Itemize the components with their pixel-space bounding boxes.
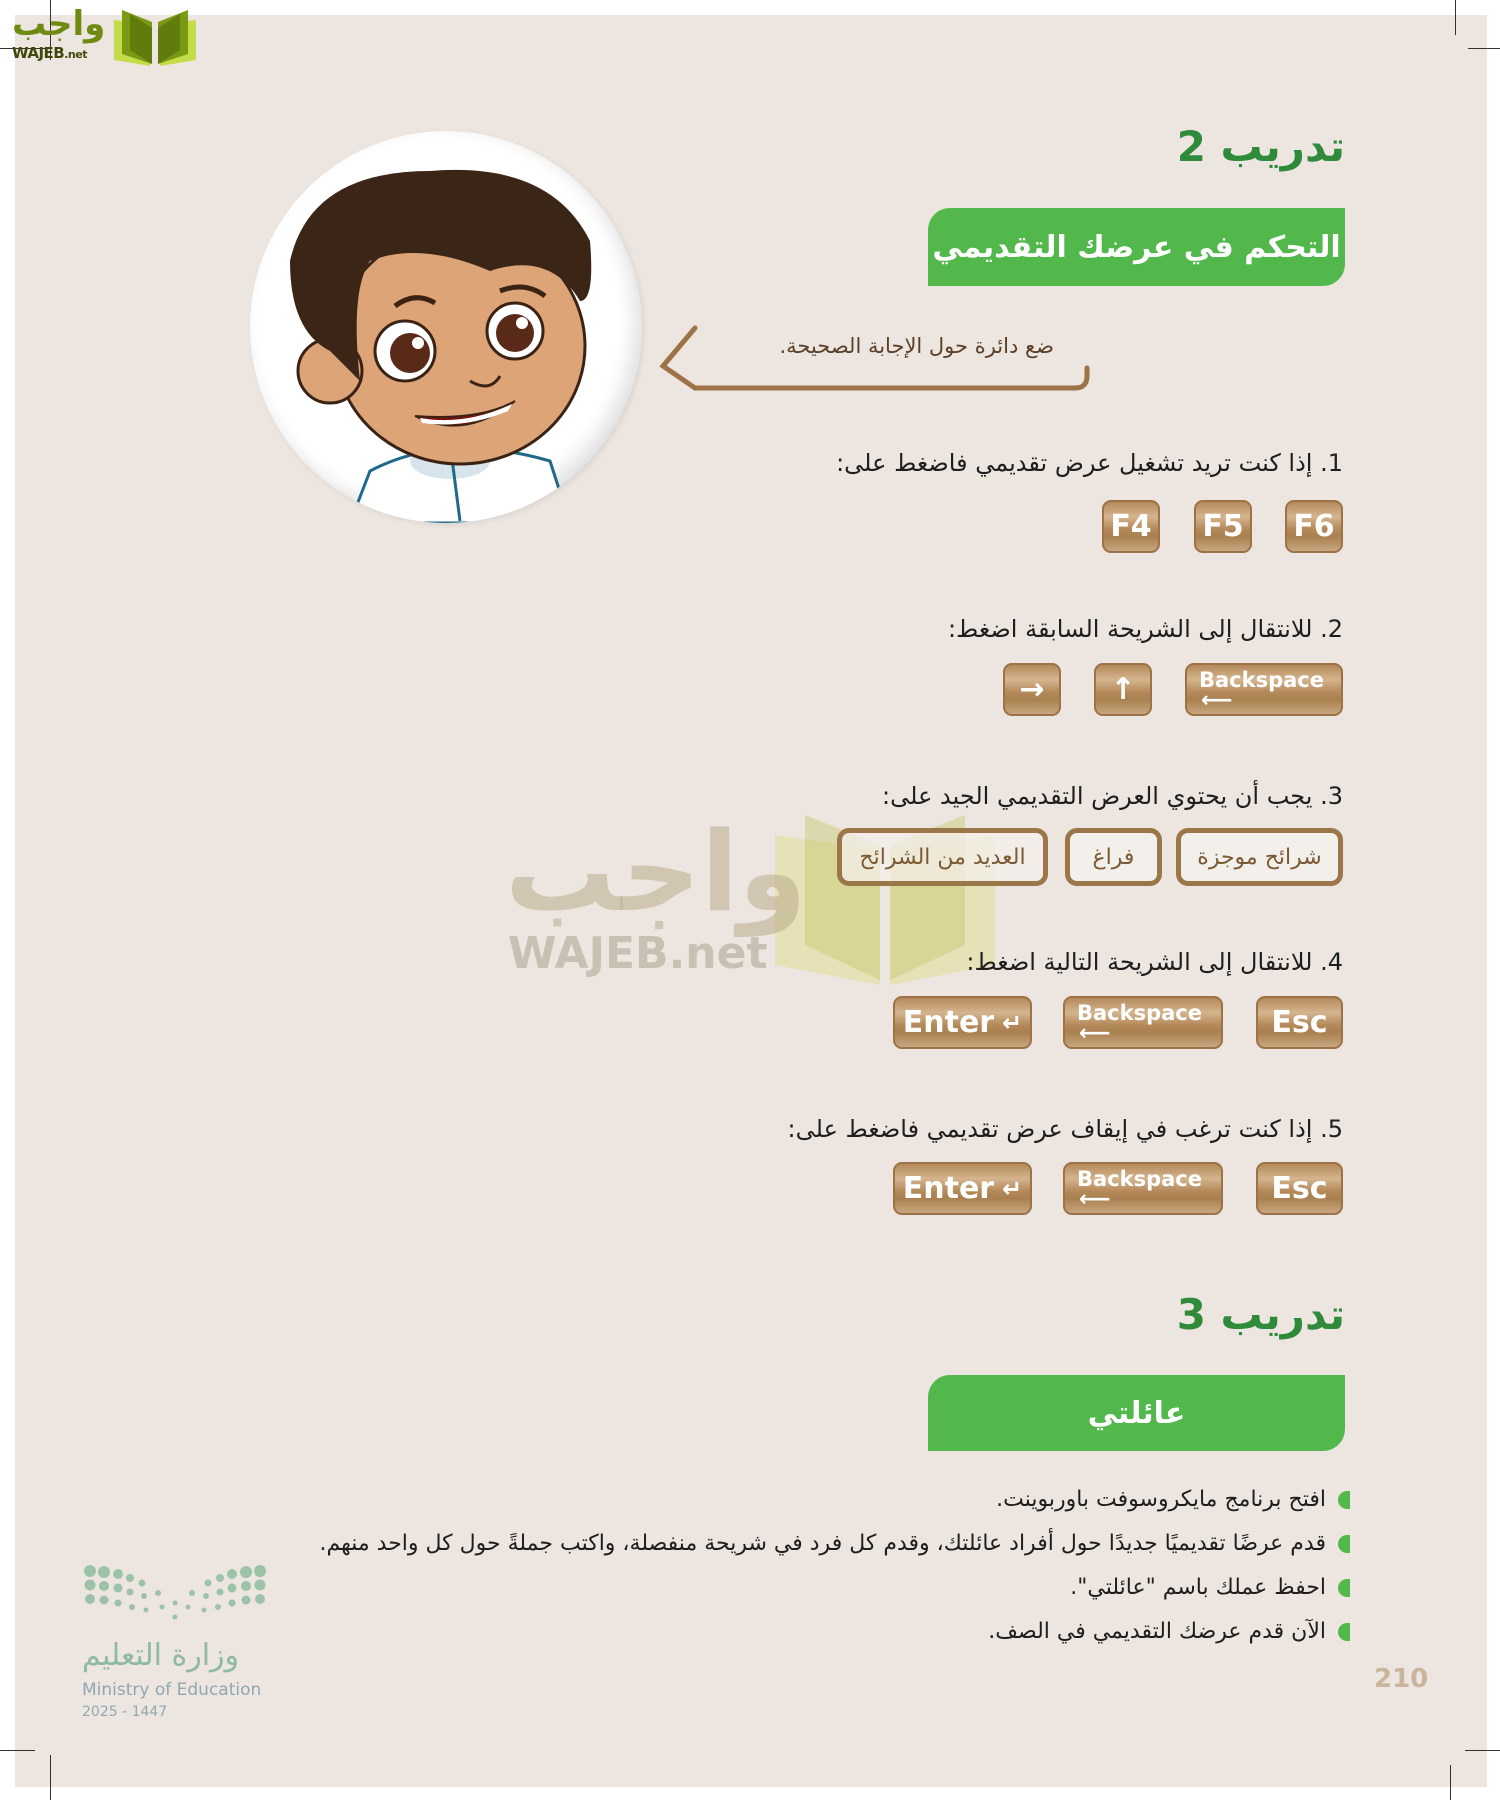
option-backspace-key[interactable]: Backspace ⟵ <box>1063 996 1223 1049</box>
option-backspace-key[interactable]: Backspace ⟵ <box>1185 663 1343 716</box>
option-f4-key[interactable]: F4 <box>1102 500 1160 553</box>
bullet-icon <box>1338 1623 1350 1641</box>
crop-mark <box>1468 48 1500 49</box>
exercise-2-title: تدريب 2 <box>1176 122 1345 171</box>
crop-mark <box>1455 0 1456 35</box>
exercise-3-title: تدريب 3 <box>1176 1290 1345 1339</box>
step-item: احفظ عملك باسم "عائلتي". <box>1070 1575 1350 1600</box>
option-enter-key[interactable]: Enter ↵ <box>893 1162 1032 1215</box>
question-3: 3. يجب أن يحتوي العرض التقديمي الجيد على: <box>882 782 1343 810</box>
option-f5-key[interactable]: F5 <box>1194 500 1252 553</box>
left-arrow-icon: ⟵ <box>1079 1021 1111 1046</box>
step-item: قدم عرضًا تقديميًا جديدًا حول أفراد عائلتك، وقدم كل فرد في شريحة منفصلة، واكتب جملةً حول كل واحد منهم. <box>319 1531 1350 1556</box>
speech-bubble-icon <box>655 318 1095 398</box>
option-esc-key[interactable]: Esc <box>1256 1162 1343 1215</box>
site-logo-arabic: واجب <box>12 4 106 44</box>
boy-illustration-icon <box>250 131 642 523</box>
exercise-3-banner: عائلتي <box>928 1375 1345 1451</box>
ministry-name-english: Ministry of Education <box>82 1680 262 1700</box>
step-item: افتح برنامج مايكروسوفت باوربوينت. <box>996 1487 1350 1512</box>
exercise-2-banner: التحكم في عرضك التقديمي <box>928 208 1345 286</box>
option-right-arrow-key[interactable] <box>1003 663 1061 716</box>
left-arrow-icon: ⟵ <box>1079 1187 1111 1212</box>
question-1: 1. إذا كنت تريد تشغيل عرض تقديمي فاضغط على: <box>836 449 1343 477</box>
enter-return-icon: ↵ <box>1002 1174 1023 1203</box>
option-concise-slides[interactable]: شرائح موجزة <box>1176 828 1343 886</box>
question-5: 5. إذا كنت ترغب في إيقاف عرض تقديمي فاضغط على: <box>787 1115 1343 1143</box>
watermark-arabic: واجب <box>505 808 807 936</box>
ministry-year: 2025 - 1447 <box>82 1704 168 1720</box>
crop-mark <box>0 1750 35 1751</box>
site-logo-latin: WAJEB.net <box>12 44 87 62</box>
ministry-name-arabic: وزارة التعليم <box>82 1638 240 1673</box>
option-many-slides[interactable]: العديد من الشرائح <box>837 828 1048 886</box>
up-arrow-icon: ↑ <box>1110 672 1136 707</box>
bullet-icon <box>1338 1579 1350 1597</box>
option-esc-key[interactable]: Esc <box>1256 996 1343 1049</box>
watermark-latin: WAJEB.net <box>508 928 768 979</box>
step-item: الآن قدم عرضك التقديمي في الصف. <box>988 1619 1350 1644</box>
site-logo[interactable] <box>10 4 190 68</box>
right-arrow-icon: → <box>1019 672 1045 707</box>
boy-avatar <box>250 131 642 523</box>
option-up-arrow-key[interactable] <box>1094 663 1152 716</box>
page-number: 210 <box>1374 1664 1429 1694</box>
bullet-icon <box>1338 1535 1350 1553</box>
question-4: 4. للانتقال إلى الشريحة التالية اضغط: <box>966 948 1343 976</box>
crop-mark <box>50 1755 51 1800</box>
option-blank[interactable]: فراغ <box>1065 828 1162 886</box>
option-f6-key[interactable]: F6 <box>1285 500 1343 553</box>
ministry-dots-logo-icon <box>82 1563 268 1625</box>
book-logo-icon <box>110 6 200 68</box>
crop-mark <box>1465 1750 1500 1751</box>
question-2: 2. للانتقال إلى الشريحة السابقة اضغط: <box>947 615 1343 643</box>
enter-return-icon: ↵ <box>1002 1008 1023 1037</box>
left-arrow-icon: ⟵ <box>1201 688 1233 713</box>
crop-mark <box>1450 1765 1451 1800</box>
instruction-text: ضع دائرة حول الإجابة الصحيحة. <box>779 334 1054 358</box>
option-backspace-key[interactable]: Backspace ⟵ <box>1063 1162 1223 1215</box>
option-enter-key[interactable]: Enter ↵ <box>893 996 1032 1049</box>
bullet-icon <box>1338 1491 1350 1509</box>
